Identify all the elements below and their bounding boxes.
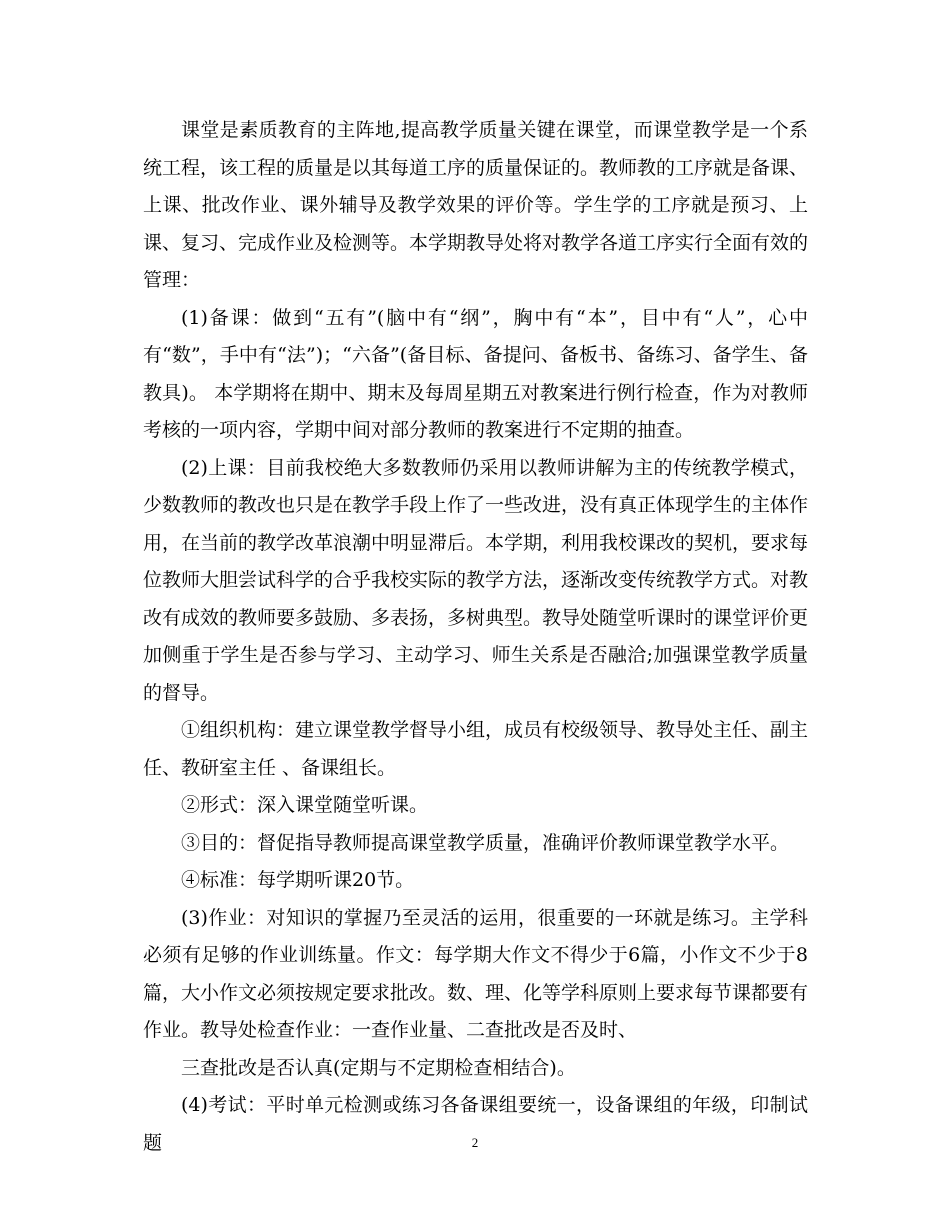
document-body <box>143 112 808 1162</box>
paragraph-homework: (3)作业：对知识的掌握乃至灵活的运用，很重要的一环就是练习。主学科必须有足够的作业训练量。作文：每学期大作文不得少于6篇，小作文不少于8篇，大小作文必须按规定要求批改。数、理、化等学科原则上要求每节课都要有作业。教导处检查作业：一查作业量、二查批改是否及时、 <box>143 906 809 1041</box>
page-number: 2 <box>471 1135 479 1150</box>
paragraph-lesson-prep: (1)备课：做到“五有”(脑中有“纲”，胸中有“本”，目中有“人”，心中有“数”，手中有“法”)；“六备”(备目标、备提问、备板书、备练习、备学生、备教具)。 本学期将在期中、期末及每周星期五对教案进行例行检查，作为对教师考核的一项内容，学期中间对部分教师的教案进行不定期的抽查。 <box>143 306 808 441</box>
paragraph-classes: (2)上课：目前我校绝大多数教师仍采用以教师讲解为主的传统教学模式，少数教师的教改也只是在教学手段上作了一些改进，没有真正体现学生的主体作用，在当前的教学改革浪潮中明显滞后。本学期，利用我校课改的契机，要求每位教师大胆尝试科学的合乎我校实际的教学方法，逐渐改变传统教学方式。对教改有成效的教师要多鼓励、多表扬，多树典型。教导处随堂听课时的课堂评价更加侧重于学生是否参与学习、主动学习、师生关系是否融洽;加强课堂教学质量的督导。 <box>143 456 809 704</box>
paragraph-intro: 课堂是素质教育的主阵地,提高教学质量关键在课堂，而课堂教学是一个系统工程，该工程的质量是以其每道工序的质量保证的。教师教的工序就是备课、上课、批改作业、课外辅导及教学效果的评价等。学生学的工序就是预习、上课、复习、完成作业及检测等。本学期教导处将对教学各道工序实行全面有效的管理： <box>143 119 809 291</box>
paragraph-standard: ④标准：每学期听课20节。 <box>181 869 415 891</box>
paragraph-homework-check: 三查批改是否认真(定期与不定期检查相结合)。 <box>181 1056 576 1079</box>
paragraph-form: ②形式：深入课堂随堂听课。 <box>181 794 429 816</box>
paragraph-exams: (4)考试：平时单元检测或练习各备课组要统一，设备课组的年级，印制试题 <box>143 1094 808 1154</box>
paragraph-organization: ①组织机构：建立课堂教学督导小组，成员有校级领导、教导处主任、副主任、教研室主任 、备课组长。 <box>143 719 809 779</box>
paragraph-purpose: ③目的：督促指导教师提高课堂教学质量，准确评价教师课堂教学水平。 <box>181 831 790 854</box>
